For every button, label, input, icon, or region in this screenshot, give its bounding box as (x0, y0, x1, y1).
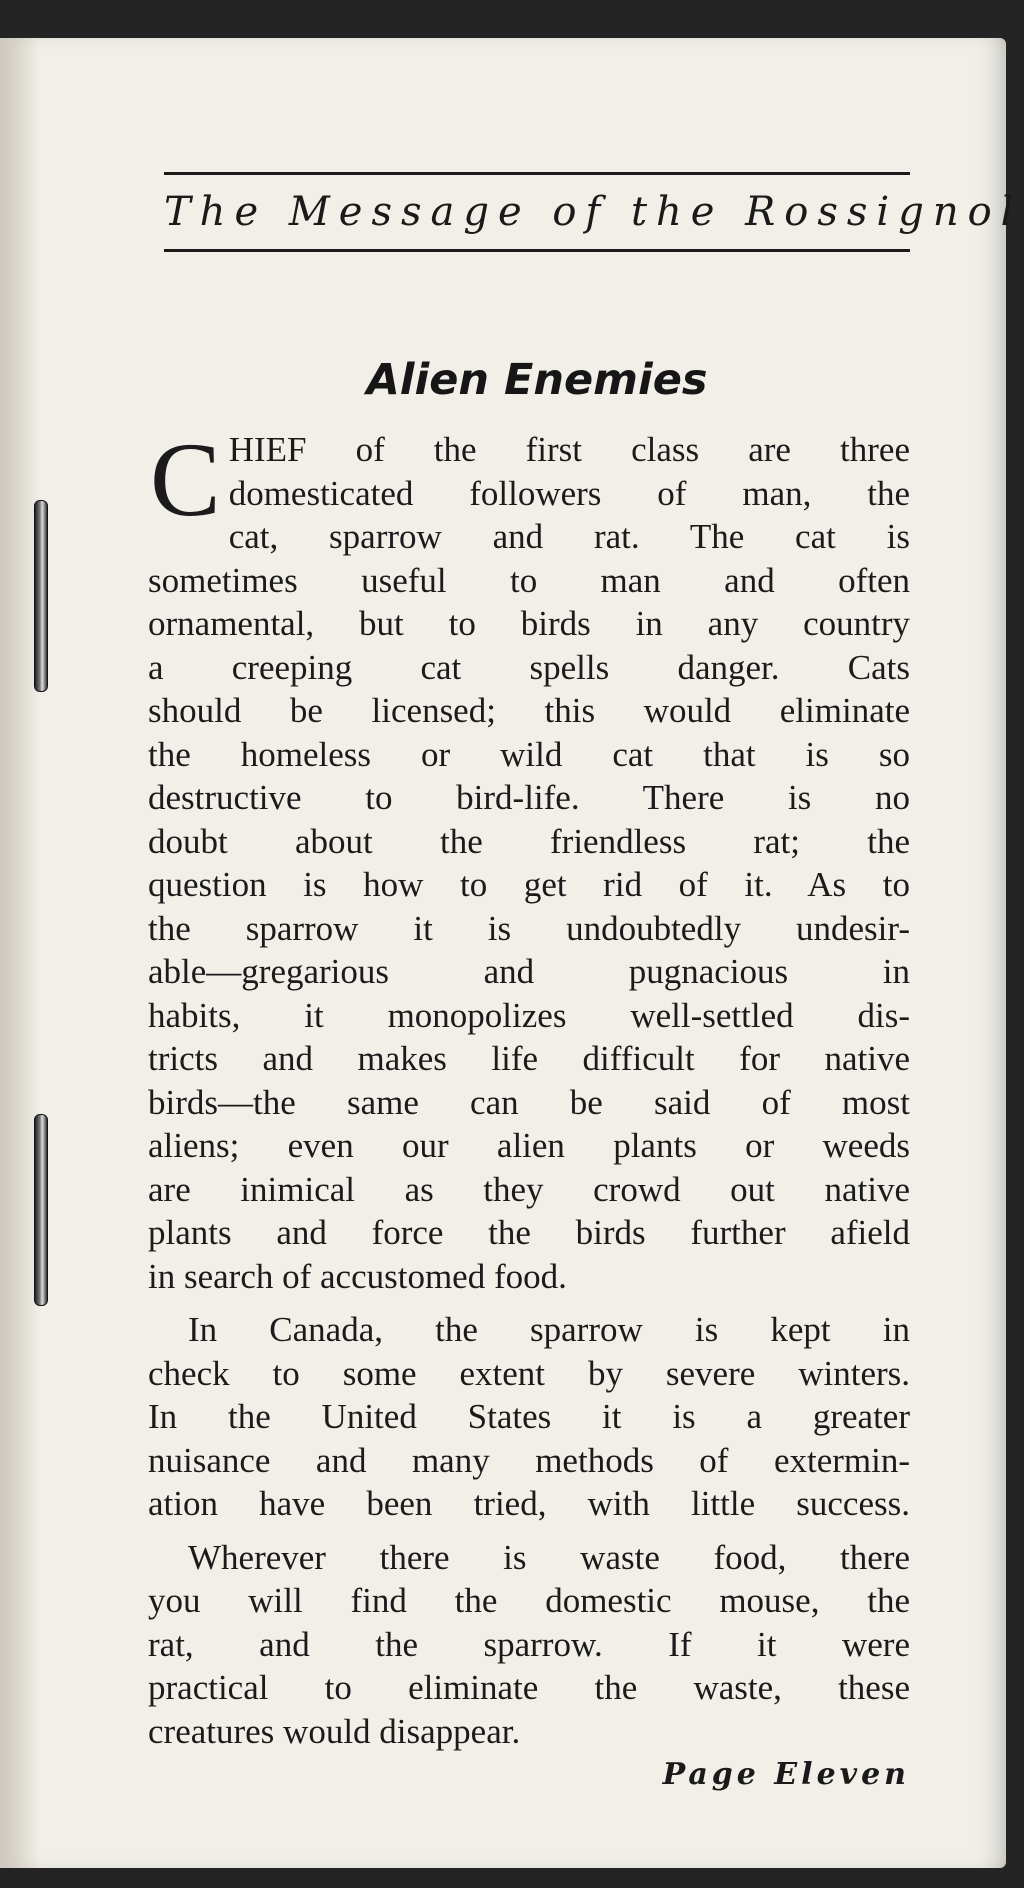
header-rule-bottom (164, 249, 910, 252)
text-line: in search of accustomed food. (148, 1256, 567, 1296)
text-line: creatures would disappear. (148, 1711, 521, 1751)
text-line: doubt about the friendless rat; the (148, 821, 910, 861)
paragraph-1 (148, 421, 910, 1298)
text-line: In Canada, the sparrow is kept in (188, 1310, 910, 1349)
text-line: ation have been tried, with little success. (148, 1484, 910, 1523)
text-line: domesticated followers of man, the (228, 473, 910, 513)
text-line: sometimes useful to man and often (148, 560, 910, 600)
drop-cap: C (150, 421, 221, 538)
text-line: practical to eliminate the waste, these (148, 1668, 910, 1707)
paragraph-3 (148, 1536, 910, 1754)
text-line: plants and force the birds further afield (148, 1213, 910, 1252)
text-line: nuisance and many methods of extermin- (148, 1440, 910, 1480)
paragraph-gap (148, 1526, 910, 1536)
text-line: cat, sparrow and rat. The cat is (228, 517, 910, 556)
text-line: rat, and the sparrow. If it were (148, 1624, 910, 1664)
running-header (164, 172, 1023, 252)
text-line: In the United States it is a greater (148, 1397, 910, 1436)
text-line: ornamental, but to birds in any country (148, 604, 910, 643)
text-line: aliens; even our alien plants or weeds (148, 1126, 910, 1165)
text-line: are inimical as they crowd out native (148, 1169, 910, 1209)
text-line: a creeping cat spells danger. Cats (148, 647, 910, 687)
text-line: check to some extent by severe winters. (148, 1353, 910, 1393)
staple-top (34, 500, 48, 692)
paragraph-2 (148, 1308, 910, 1526)
text-line: birds—the same can be said of most (148, 1082, 910, 1122)
text-line: able—gregarious and pugnacious in (148, 952, 910, 991)
text-line: habits, it monopolizes well-settled dis- (148, 995, 910, 1035)
text-line: question is how to get rid of it. As to (148, 865, 910, 904)
text-line: you will find the domestic mouse, the (148, 1581, 910, 1620)
text-line: the sparrow it is undoubtedly undesir- (148, 908, 910, 948)
text-line: Wherever there is waste food, there (188, 1537, 910, 1577)
body-text (148, 421, 910, 1753)
staple-bottom (34, 1114, 48, 1306)
running-title: The Message of the Rossignol (164, 189, 1023, 235)
text-line: the homeless or wild cat that is so (148, 734, 910, 774)
text-line: tricts and makes life difficult for native (148, 1039, 910, 1078)
binding-shadow (0, 38, 40, 1868)
text-line: should be licensed; this would eliminate (148, 691, 910, 730)
chapter-title: Alien Enemies (366, 355, 708, 405)
text-line: HIEF of the first class are three (228, 430, 910, 469)
paragraph-gap (148, 1298, 910, 1308)
page-number: Page Eleven (662, 1757, 910, 1792)
text-line: destructive to bird-life. There is no (148, 778, 910, 817)
